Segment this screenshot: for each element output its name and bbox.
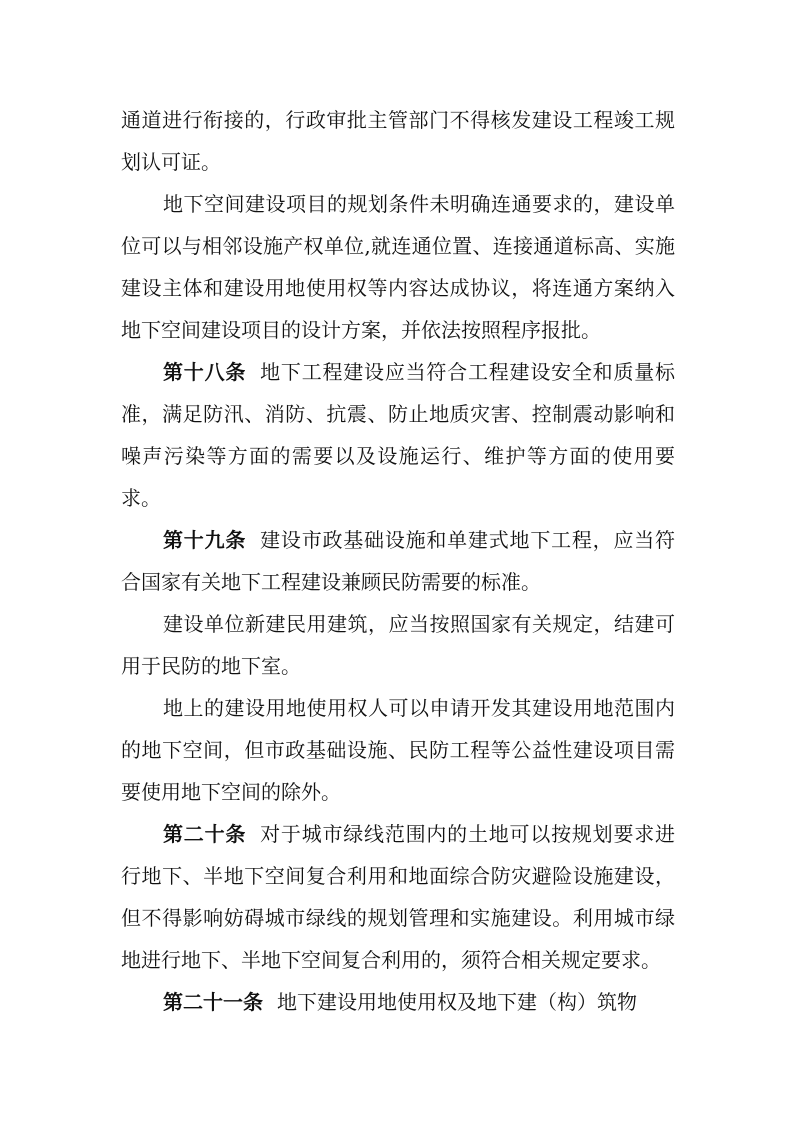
paragraph-text: 建设单位新建民用建筑，应当按照国家有关规定，结建可用于民防的地下室。 — [121, 612, 675, 678]
article-number: 第十八条 — [163, 360, 247, 384]
document-body — [121, 99, 675, 1023]
article-number: 第二十条 — [163, 822, 247, 846]
paragraph-text: 建设市政基础设施和单建式地下工程，应当符合国家有关地下工程建设兼顾民防需要的标准。 — [121, 528, 676, 594]
paragraph-2 — [121, 183, 675, 351]
paragraph-text: 地上的建设用地使用权人可以申请开发其建设用地范围内的地下空间，但市政基础设施、民防工程等公益性建设项目需要使用地下空间的除外。 — [121, 696, 675, 804]
article-number: 第二十一条 — [163, 990, 263, 1014]
article-18 — [121, 351, 675, 519]
paragraph-text: 地下工程建设应当符合工程建设安全和质量标准，满足防汛、消防、抗震、防止地质灾害、控制震动影响和噪声污染等方面的需要以及设施运行、维护等方面的使用要求。 — [121, 360, 676, 510]
article-19 — [121, 519, 675, 603]
paragraph-text: 对于城市绿线范围内的土地可以按规划要求进行地下、半地下空间复合利用和地面综合防灾避险设施建设，但不得影响妨碍城市绿线的规划管理和实施建设。利用城市绿地进行地下、半地下空间复合利用的，须符合相关规定要求。 — [121, 822, 676, 972]
paragraph-text: 通道进行衔接的，行政审批主管部门不得核发建设工程竣工规划认可证。 — [121, 108, 675, 174]
article-20 — [121, 813, 675, 981]
paragraph-text: 地下建设用地使用权及地下建（构）筑物 — [277, 990, 637, 1014]
paragraph-1 — [121, 99, 675, 183]
article-number: 第十九条 — [163, 528, 247, 552]
paragraph-6 — [121, 687, 675, 813]
article-21 — [121, 981, 675, 1023]
paragraph-text: 地下空间建设项目的规划条件未明确连通要求的，建设单位可以与相邻设施产权单位,就连通位置、连接通道标高、实施建设主体和建设用地使用权等内容达成协议，将连通方案纳入地下空间建设项目的设计方案，并依法按照程序报批。 — [121, 192, 675, 342]
paragraph-5 — [121, 603, 675, 687]
